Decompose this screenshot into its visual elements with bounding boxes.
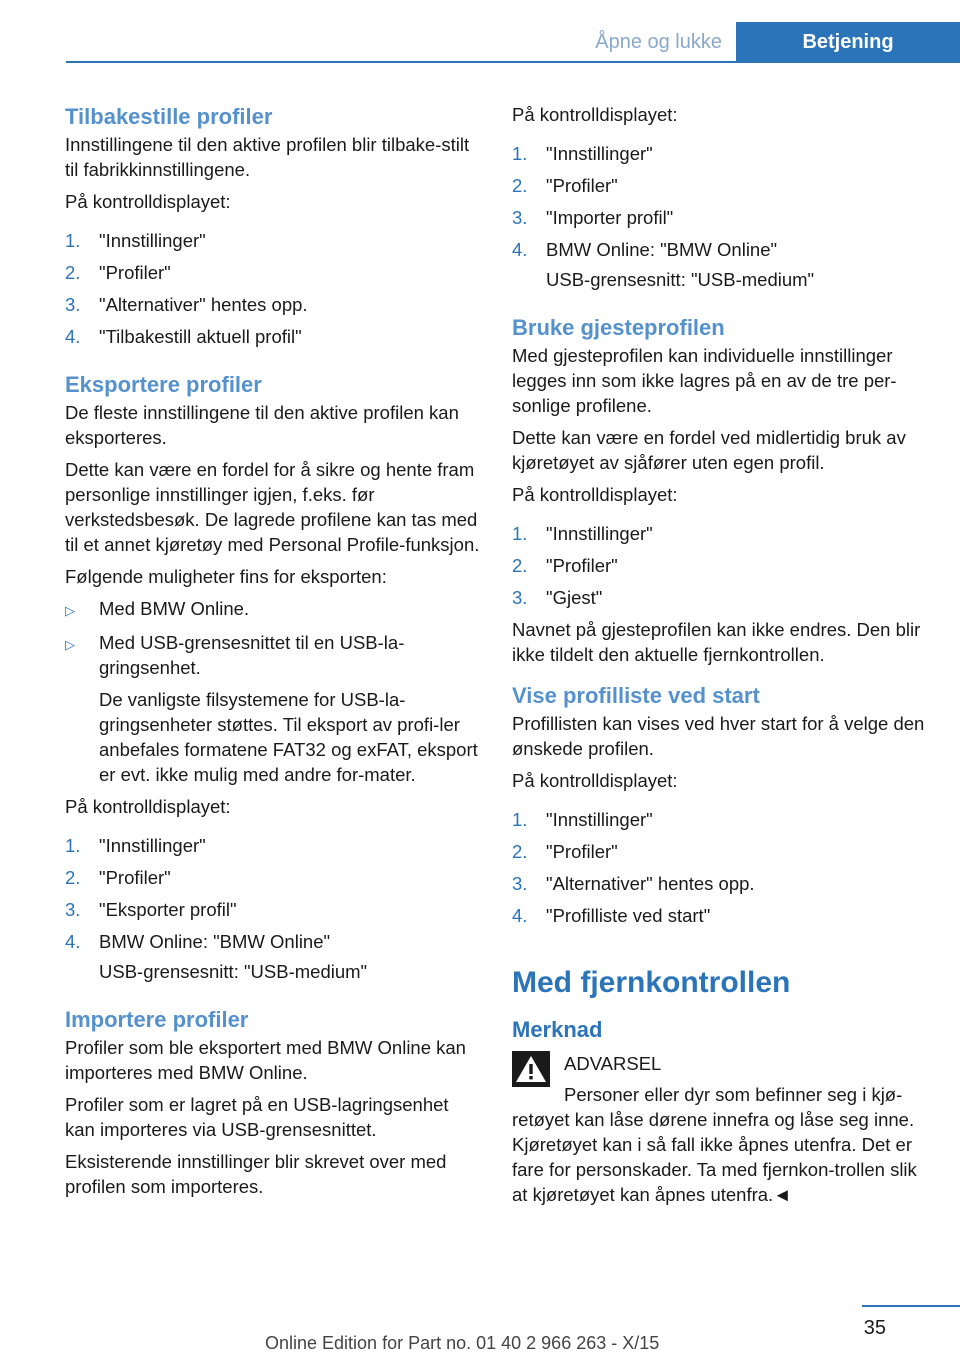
footer-rule	[862, 1305, 960, 1307]
edition-footer: Online Edition for Part no. 01 40 2 966 263 - X/15	[265, 1333, 660, 1353]
bullet-text: Med USB-grensesnittet til en USB-la-gringsenhet.	[99, 632, 405, 678]
export-usb-note: USB-grensesnitt: "USB-medium"	[99, 961, 368, 982]
step-number: 3.	[512, 587, 528, 608]
reset-display-label: På kontrolldisplayet:	[65, 191, 231, 212]
list-item	[512, 141, 932, 166]
left-column	[65, 102, 480, 1199]
step-number: 4.	[65, 326, 81, 347]
bullet-text: Med BMW Online.	[99, 598, 250, 619]
reset-steps-list	[65, 228, 480, 349]
list-item	[65, 292, 480, 317]
import-usb: Profiler som er lagret på en USB-lagringsenhet kan importeres via USB-grensesnittet.	[65, 1094, 449, 1140]
warning-title: ADVARSEL	[564, 1053, 662, 1074]
step-text: "Profiler"	[546, 555, 618, 576]
step-number: 4.	[65, 931, 81, 952]
step-text: "Profilliste ved start"	[546, 905, 711, 926]
page-number: 35	[863, 1317, 886, 1339]
export-options-label: Følgende muligheter fins for eksporten:	[65, 566, 387, 587]
step-number: 1.	[65, 835, 81, 856]
step-text: "Gjest"	[546, 587, 603, 608]
step-number: 4.	[512, 905, 528, 926]
step-number: 2.	[65, 867, 81, 888]
list-item	[512, 553, 932, 578]
import-overwrite: Eksisterende innstillinger blir skrevet over med profilen som importeres.	[65, 1151, 447, 1197]
list-item	[65, 897, 480, 922]
step-text: BMW Online: "BMW Online"	[546, 239, 778, 260]
list-item	[65, 929, 480, 954]
step-number: 3.	[65, 294, 81, 315]
warning-text-rest: retøyet kan låse dørene innefra og låse seg inne. Kjøretøyet kan i så fall ikke åpnes utenfra. Det er fare for personskader. Ta med fjernkon-trollen slik at kjøretøyet kan åpnes utenfra.◄	[512, 1109, 917, 1205]
warning-box	[512, 1051, 932, 1107]
step-text: "Innstillinger"	[99, 835, 206, 856]
step-number: 1.	[512, 523, 528, 544]
step-number: 2.	[512, 175, 528, 196]
export-benefit: Dette kan være en fordel for å sikre og hente fram personlige innstillinger igjen, f.eks. før verkstedsbesøk. De lagrede profilene kan tas med til et annet kjøretøy med Personal Profile-funksjon.	[65, 459, 480, 555]
step-text: "Profiler"	[99, 867, 171, 888]
profile-list-heading: Vise profilliste ved start	[512, 683, 760, 708]
list-item	[512, 871, 932, 896]
step-number: 4.	[512, 239, 528, 260]
list-item	[512, 903, 932, 928]
profile-list-display-label: På kontrolldisplayet:	[512, 770, 678, 791]
export-profiles-heading: Eksportere profiler	[65, 372, 262, 397]
profile-list-intro: Profillisten kan vises ved hver start for å velge den ønskede profilen.	[512, 713, 925, 759]
step-text: "Profiler"	[546, 841, 618, 862]
list-item	[512, 839, 932, 864]
list-item	[65, 833, 480, 858]
guest-intro: Med gjesteprofilen kan individuelle innstillinger legges inn som ikke lagres på en av de tre per-sonlige profilene.	[512, 345, 897, 416]
import-usb-note: USB-grensesnitt: "USB-medium"	[546, 269, 815, 290]
step-number: 3.	[512, 207, 528, 228]
step-text: "Eksporter profil"	[99, 899, 237, 920]
list-item	[512, 807, 932, 832]
import-profiles-heading: Importere profiler	[65, 1007, 249, 1032]
step-number: 3.	[512, 873, 528, 894]
step-text: "Innstillinger"	[546, 523, 653, 544]
step-text: "Profiler"	[546, 175, 618, 196]
step-text: "Importer profil"	[546, 207, 674, 228]
reset-profiles-heading: Tilbakestille profiler	[65, 104, 273, 129]
step-text: "Innstillinger"	[99, 230, 206, 251]
warning-triangle-icon	[512, 1051, 550, 1087]
step-text: "Innstillinger"	[546, 143, 653, 164]
step-number: 1.	[512, 809, 528, 830]
list-item	[65, 324, 480, 349]
step-number: 1.	[65, 230, 81, 251]
reset-intro: Innstillingene til den aktive profilen blir tilbake-stilt til fabrikkinnstillingene.	[65, 134, 470, 180]
export-display-label: På kontrolldisplayet:	[65, 796, 231, 817]
guest-profile-heading: Bruke gjesteprofilen	[512, 315, 725, 340]
step-text: BMW Online: "BMW Online"	[99, 931, 331, 952]
export-steps-list	[65, 833, 480, 954]
list-item	[65, 596, 480, 623]
step-text: "Alternativer" hentes opp.	[99, 294, 308, 315]
list-item	[512, 521, 932, 546]
list-item	[65, 228, 480, 253]
step-text: "Innstillinger"	[546, 809, 653, 830]
right-column	[512, 102, 932, 1207]
list-item	[65, 630, 480, 680]
remote-control-heading: Med fjernkontrollen	[512, 966, 791, 999]
triangle-bullet-icon: ▷	[65, 603, 75, 618]
triangle-bullet-icon: ▷	[65, 637, 75, 652]
import-online: Profiler som ble eksportert med BMW Online kan importeres med BMW Online.	[65, 1037, 466, 1083]
list-item	[512, 237, 932, 262]
export-options-list	[65, 596, 480, 680]
step-number: 2.	[512, 555, 528, 576]
list-item	[512, 173, 932, 198]
guest-display-label: På kontrolldisplayet:	[512, 484, 678, 505]
guest-name-note: Navnet på gjesteprofilen kan ikke endres. Den blir ikke tildelt den aktuelle fjernkontrollen.	[512, 619, 921, 665]
import-steps-list	[512, 141, 932, 262]
list-item	[512, 585, 932, 610]
list-item	[512, 205, 932, 230]
header-rule	[66, 61, 960, 63]
profile-list-steps	[512, 807, 932, 928]
list-item	[65, 865, 480, 890]
guest-steps-list	[512, 521, 932, 610]
step-number: 2.	[512, 841, 528, 862]
step-text: "Profiler"	[99, 262, 171, 283]
step-text: "Alternativer" hentes opp.	[546, 873, 755, 894]
header-chapter-tab: Betjening	[736, 22, 960, 63]
step-number: 3.	[65, 899, 81, 920]
usb-filesystem-note: De vanligste filsystemene for USB-la-gringsenheter støttes. Til eksport av profi-ler anbefales formatene FAT32 og exFAT, eksport er evt. ikke mulig med andre for-mater.	[99, 689, 478, 785]
warning-text-first: Personer eller dyr som befinner seg i kjø-	[564, 1084, 903, 1105]
export-intro: De fleste innstillingene til den aktive profilen kan eksporteres.	[65, 402, 459, 448]
header-section-title: Åpne og lukke	[595, 31, 722, 53]
guest-benefit: Dette kan være en fordel ved midlertidig bruk av kjøretøyet av sjåfører uten egen profil.	[512, 427, 906, 473]
list-item	[65, 260, 480, 285]
note-subheading: Merknad	[512, 1017, 603, 1042]
import-display-label: På kontrolldisplayet:	[512, 104, 678, 125]
step-number: 1.	[512, 143, 528, 164]
step-number: 2.	[65, 262, 81, 283]
step-text: "Tilbakestill aktuell profil"	[99, 326, 302, 347]
